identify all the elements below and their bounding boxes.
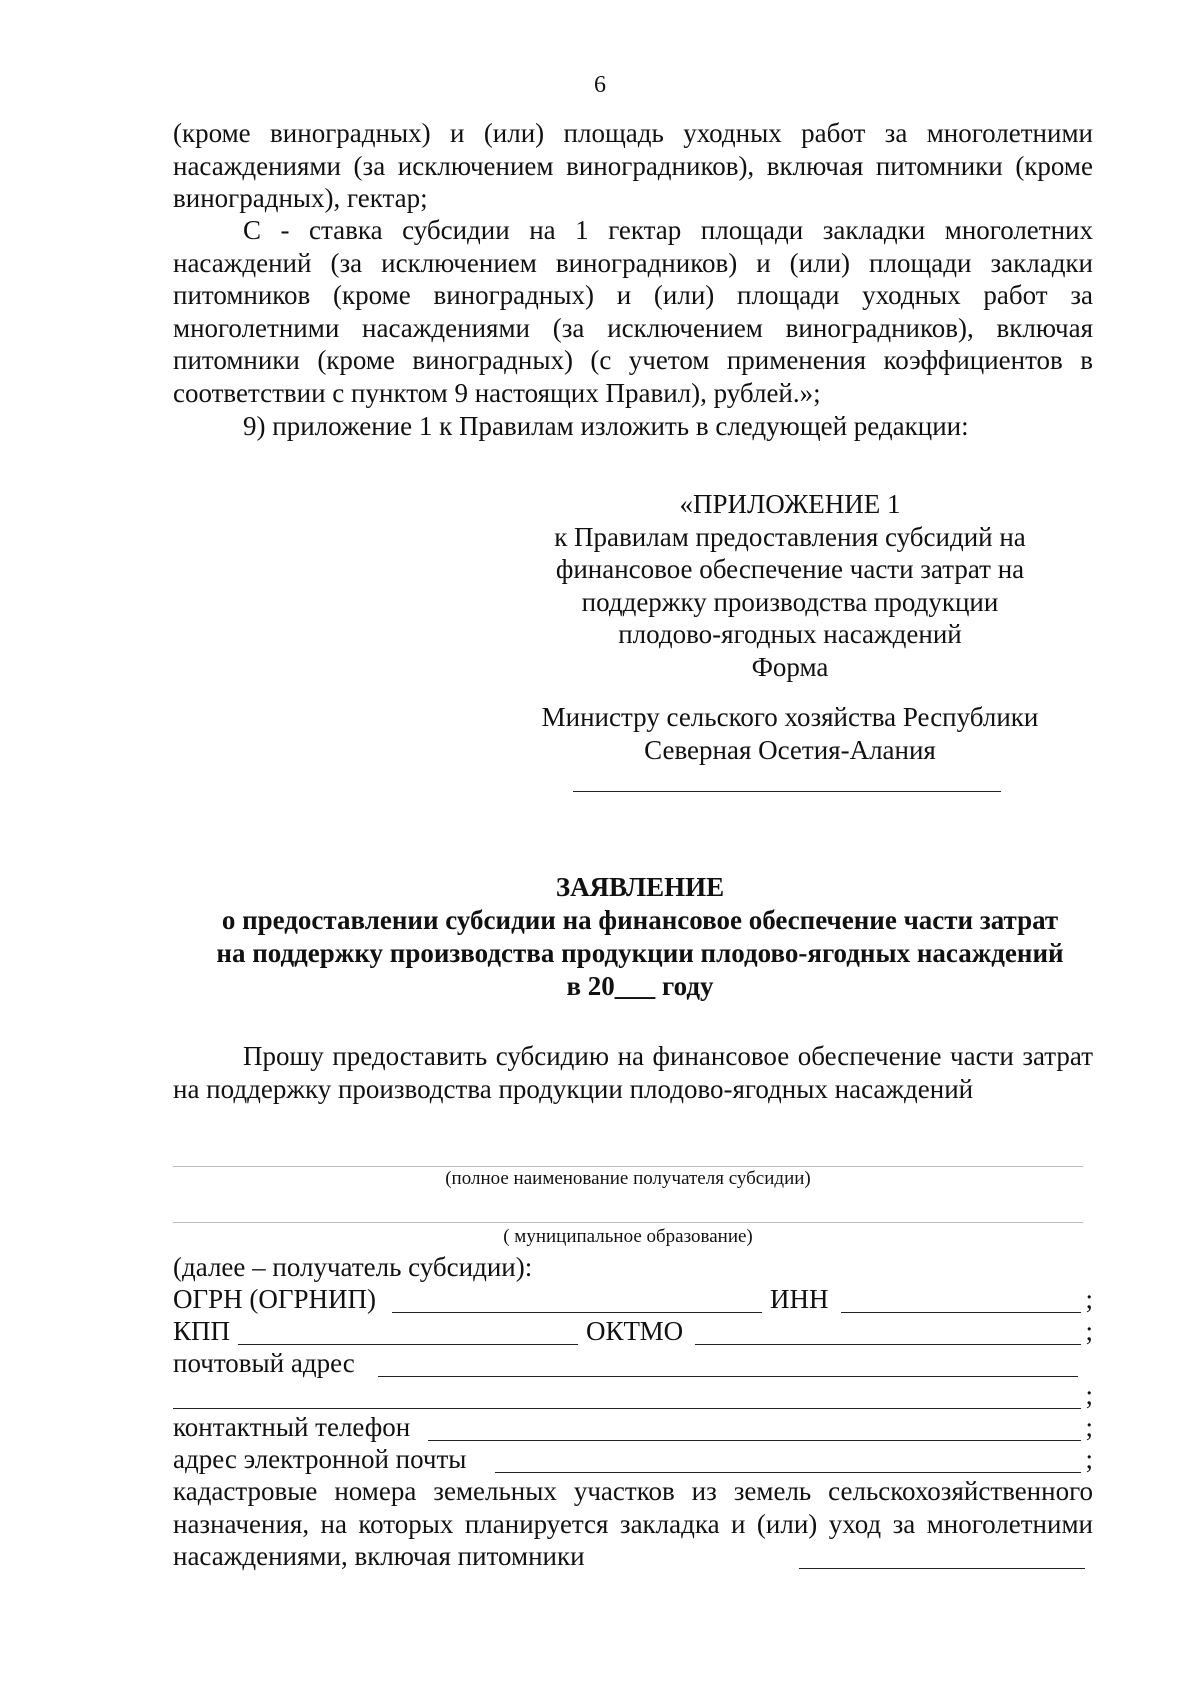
oktmo-field[interactable] [695,1344,1081,1345]
oktmo-label: ОКТМО [586,1316,684,1346]
postal-address-field-continuation[interactable] [173,1408,1081,1409]
appendix-line: финансовое обеспечение части затрат на [555,554,1025,585]
page-number: 6 [594,72,606,98]
hereinafter-row [173,1251,1093,1283]
signature-line [573,791,1001,792]
cadastral-numbers-field[interactable] [799,1568,1085,1569]
kpp-oktmo-row [173,1315,1093,1347]
ogrn-label: ОГРН (ОГРНИП) [173,1284,376,1314]
postal-address-row [173,1347,1093,1379]
email-field[interactable] [495,1472,1081,1473]
ogrn-inn-row [173,1283,1093,1315]
addressee-block [520,701,1060,766]
heading-subtitle: на поддержку производства продукции плодово-ягодных насаждений [216,938,1064,968]
appendix-form-label: Форма [751,651,829,682]
postal-address-label: почтовый адрес [173,1348,355,1378]
email-row [173,1443,1093,1475]
intro-paragraph-continuation: (кроме виноградных) и (или) площадь уходных работ за многолетними насаждениями (за исключением виноградников), включая питомники (кроме виноградных), гектар; [173,118,1093,214]
municipality-line [173,1222,1083,1223]
kpp-oktmo-semicolon: ; [1085,1316,1093,1346]
intro-paragraph-amendment: 9) приложение 1 к Правилам изложить в следующей редакции: [243,411,969,441]
addressee-line: Министру сельского хозяйства Республики [541,702,1039,732]
request-paragraph: Прошу предоставить субсидию на финансовое обеспечение части затрат на поддержку производства продукции плодово-ягодных насаждений [173,1041,1093,1104]
heading-subtitle: о предоставлении субсидии на финансовое обеспечение части затрат [221,905,1059,935]
heading-title: ЗАЯВЛЕНИЕ [555,872,725,902]
inn-label: ИНН [770,1284,829,1314]
kpp-field[interactable] [238,1344,578,1345]
email-semicolon: ; [1085,1444,1093,1474]
appendix-header [520,488,1060,684]
appendix-line: к Правилам предоставления субсидий на [554,521,1026,552]
phone-row [173,1411,1093,1443]
phone-label: контактный телефон [173,1412,411,1442]
document-heading [150,871,1130,1003]
email-label: адрес электронной почты [173,1444,467,1474]
postal-address-continuation-row [173,1379,1093,1411]
ogrn-field[interactable] [392,1312,762,1313]
appendix-line: плодово-ягодных насаждений [618,619,962,650]
ogrn-inn-semicolon: ; [1085,1284,1093,1314]
recipient-name-line [173,1166,1083,1167]
hereinafter-text: (далее – получатель субсидии): [173,1252,533,1282]
postal-address-semicolon: ; [1085,1380,1093,1410]
inn-field[interactable] [841,1312,1081,1313]
cadastral-numbers-paragraph: кадастровые номера земельных участков из земель сельскохозяйственного назначения, на которых планируется закладка и (или) уход за многолетними насаждениями, включая питомники [173,1476,1093,1572]
appendix-title: «ПРИЛОЖЕНИЕ 1 [679,489,901,519]
postal-address-field[interactable] [378,1376,1078,1377]
phone-semicolon: ; [1085,1412,1093,1442]
recipient-name-caption: (полное наименование получателя субсидии) [445,1168,811,1189]
appendix-line: поддержку производства продукции [581,586,999,617]
heading-year: в 20___ году [566,971,714,1001]
phone-field[interactable] [428,1440,1081,1441]
addressee-line: Северная Осетия-Алания [644,734,936,765]
kpp-label: КПП [173,1316,231,1346]
intro-paragraph-rate-definition: С - ставка субсидии на 1 гектар площади закладки многолетних насаждений (за исключением виноградников) и (или) площади закладки питомников (кроме виноградных) и (или) площади уходных работ за многолетними насаждениями (за исключением виноградников), включая питомники (кроме виноградных) (с учетом применения коэффициентов в соответствии с пунктом 9 настоящих Правил), рублей.»; [173,215,1093,408]
municipality-caption: ( муниципальное образование) [503,1226,753,1247]
